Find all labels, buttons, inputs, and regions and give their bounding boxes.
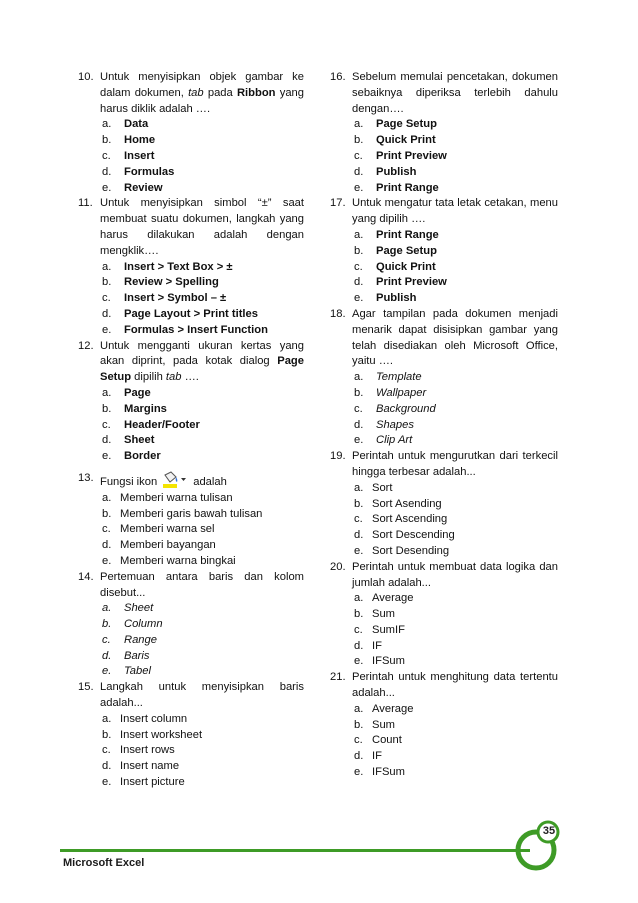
option-letter: a.	[102, 602, 112, 615]
option-item	[100, 307, 304, 323]
option-item	[100, 775, 304, 791]
option-item	[100, 291, 304, 307]
option-item	[352, 497, 558, 513]
option-letter: c.	[354, 149, 363, 162]
option-item	[352, 528, 558, 544]
option-letter: e.	[102, 323, 112, 336]
option-item	[352, 512, 558, 528]
question-11	[78, 196, 304, 338]
option-text: IFSum	[372, 766, 405, 779]
option-list	[100, 491, 304, 570]
option-item	[352, 733, 558, 749]
option-letter: c.	[354, 734, 363, 747]
option-item	[352, 607, 558, 623]
option-letter: d.	[102, 307, 112, 320]
question-stem	[100, 70, 304, 117]
stem-text: Untuk menyisipkan objek gambar ke dalam dokumen,	[100, 71, 304, 99]
option-text: Quick Print	[376, 260, 436, 273]
option-letter: d.	[354, 418, 364, 431]
option-item	[352, 639, 558, 655]
option-text: SumIF	[372, 623, 405, 636]
option-item	[100, 323, 304, 339]
option-item	[100, 649, 304, 665]
option-letter: c.	[354, 513, 363, 526]
option-list	[100, 386, 304, 465]
option-text: Home	[124, 134, 156, 147]
option-item	[100, 491, 304, 507]
option-letter: a.	[354, 592, 364, 605]
option-item	[352, 260, 558, 276]
option-letter: b.	[102, 507, 112, 520]
question-10	[78, 70, 304, 196]
option-letter: c.	[102, 523, 111, 536]
option-item	[100, 117, 304, 133]
option-item	[352, 165, 558, 181]
option-item	[352, 149, 558, 165]
option-text: Insert name	[120, 760, 180, 773]
option-item	[100, 633, 304, 649]
option-text: Baris	[124, 649, 150, 662]
stem-text: dipilih	[131, 371, 166, 384]
option-letter: e.	[102, 665, 112, 678]
footer-label: Microsoft Excel	[63, 857, 145, 869]
question-stem: Perintah untuk membuat data logika dan jumlah adalah...	[352, 560, 558, 589]
option-text: Formulas	[124, 165, 175, 178]
question-21	[330, 670, 558, 781]
question-number: 11.	[78, 197, 93, 210]
option-list	[352, 117, 558, 196]
option-letter: e.	[102, 554, 112, 567]
option-item	[352, 591, 558, 607]
option-letter: d.	[354, 276, 364, 289]
option-item	[352, 749, 558, 765]
question-number: 12.	[78, 339, 94, 352]
page-number: 35	[542, 825, 556, 837]
option-item	[100, 712, 304, 728]
stem-text: pada	[203, 86, 237, 99]
question-13	[78, 471, 304, 570]
option-letter: e.	[354, 434, 364, 447]
question-stem: Perintah untuk mengurutkan dari terkecil hingga terbesar adalah...	[352, 450, 558, 478]
option-item	[100, 449, 304, 465]
option-list	[352, 591, 558, 670]
option-letter: d.	[102, 649, 112, 662]
option-letter: b.	[354, 608, 364, 621]
option-text: Publish	[376, 165, 417, 178]
option-text: Insert	[124, 149, 155, 162]
question-stem: Perintah untuk menghitung data tertentu adalah...	[352, 671, 558, 700]
option-letter: c.	[102, 744, 111, 757]
option-text: Insert > Symbol – ±	[124, 292, 227, 305]
option-list	[352, 228, 558, 307]
option-item	[100, 664, 304, 680]
option-letter: d.	[102, 434, 112, 447]
option-item	[352, 702, 558, 718]
question-number: 16.	[330, 71, 346, 83]
option-letter: d.	[102, 539, 112, 552]
option-letter: b.	[102, 728, 112, 741]
question-12	[78, 339, 304, 465]
question-stem: Untuk mengatur tata letak cetakan, menu yang dipilih ….	[352, 197, 558, 226]
option-letter: c.	[354, 260, 363, 273]
option-list	[100, 601, 304, 680]
option-list	[100, 260, 304, 339]
option-letter: d.	[354, 639, 364, 652]
right-column	[330, 70, 558, 781]
option-text: Insert worksheet	[120, 728, 203, 741]
stem-text: yang harus diklik adalah ….	[100, 86, 304, 115]
option-text: Sheet	[124, 434, 155, 447]
question-stem: Untuk menyisipkan simbol “±” saat membuat suatu dokumen, langkah yang harus dilakukan adalah dengan mengklik….	[100, 197, 304, 257]
option-letter: a.	[102, 260, 112, 273]
option-text: Print Range	[376, 228, 439, 241]
option-text: Memberi bayangan	[120, 539, 216, 552]
option-item	[100, 402, 304, 418]
option-text: Print Range	[376, 181, 439, 194]
option-item	[100, 386, 304, 402]
option-list	[352, 702, 558, 781]
option-text: Average	[372, 702, 414, 715]
footer-rule	[60, 849, 530, 852]
option-letter: a.	[102, 386, 112, 399]
option-letter: e.	[354, 292, 364, 305]
question-17	[330, 196, 558, 307]
option-text: Review	[124, 181, 163, 194]
option-text: Data	[124, 118, 149, 131]
question-number: 15.	[78, 681, 94, 694]
option-text: Shapes	[376, 418, 414, 431]
option-text: IF	[372, 750, 382, 763]
option-item	[100, 149, 304, 165]
option-text: Review > Spelling	[124, 276, 219, 289]
option-list	[352, 481, 558, 560]
option-letter: a.	[354, 228, 364, 241]
option-text: Page Setup	[376, 244, 437, 257]
option-item	[100, 759, 304, 775]
question-number: 20.	[330, 560, 346, 573]
question-number: 13.	[78, 471, 94, 484]
question-stem: Agar tampilan pada dokumen menjadi menarik dapat disisipkan gambar yang telah disediakan oleh Microsoft Office, yaitu ….	[352, 307, 558, 368]
question-number: 10.	[78, 71, 94, 83]
option-letter: e.	[354, 766, 364, 779]
fill-color-icon	[161, 471, 187, 489]
question-stem: Langkah untuk menyisipkan baris adalah...	[100, 681, 304, 710]
question-stem: Pertemuan antara baris dan kolom disebut...	[100, 570, 304, 599]
option-item	[100, 165, 304, 181]
option-letter: a.	[354, 481, 364, 494]
option-item	[352, 623, 558, 639]
option-letter: a.	[102, 118, 112, 131]
option-text: Tabel	[124, 665, 151, 678]
option-text: Count	[372, 734, 402, 747]
option-text: Insert picture	[120, 776, 185, 789]
option-letter: b.	[354, 134, 364, 147]
question-20	[330, 560, 558, 671]
option-letter: a.	[102, 491, 112, 504]
option-item	[100, 418, 304, 434]
option-item	[352, 544, 558, 560]
option-list	[100, 712, 304, 791]
option-letter: d.	[102, 165, 112, 178]
option-text: Sort Descending	[372, 529, 455, 542]
question-19	[330, 449, 558, 560]
option-item	[352, 386, 558, 402]
stem-text: Untuk mengganti ukuran kertas yang akan diprint, pada kotak dialog	[100, 339, 304, 368]
option-item	[352, 275, 558, 291]
option-letter: e.	[354, 655, 364, 668]
option-letter: c.	[102, 633, 111, 646]
option-letter: c.	[354, 402, 363, 415]
question-14	[78, 570, 304, 681]
option-text: Sheet	[124, 602, 154, 615]
option-item	[352, 402, 558, 418]
option-text: Sort	[372, 481, 393, 494]
option-letter: d.	[102, 760, 112, 773]
option-text: Insert > Text Box > ±	[124, 260, 233, 273]
option-text: Page Layout > Print titles	[124, 307, 258, 320]
option-letter: a.	[354, 702, 364, 715]
question-number: 14.	[78, 570, 94, 583]
option-item	[100, 743, 304, 759]
option-text: Quick Print	[376, 134, 436, 147]
option-list	[352, 370, 558, 449]
stem-text: Fungsi ikon	[100, 475, 158, 488]
option-text: Memberi warna bingkai	[120, 554, 236, 567]
option-text: IFSum	[372, 655, 405, 668]
option-letter: a.	[354, 371, 364, 384]
stem-bold: Page Setup	[100, 355, 304, 384]
option-letter: e.	[354, 181, 364, 194]
option-item	[100, 728, 304, 744]
option-text: Column	[124, 618, 163, 631]
option-text: Memberi warna tulisan	[120, 491, 233, 504]
question-number: 17.	[330, 197, 346, 210]
option-text: Memberi warna sel	[120, 523, 215, 536]
option-letter: e.	[354, 544, 364, 557]
option-letter: e.	[102, 776, 112, 789]
option-letter: c.	[354, 623, 363, 636]
option-item	[352, 765, 558, 781]
option-text: Template	[376, 371, 422, 384]
option-item	[352, 117, 558, 133]
option-item	[100, 538, 304, 554]
option-letter: a.	[102, 712, 112, 725]
option-text: Border	[124, 450, 161, 463]
option-text: Margins	[124, 402, 167, 415]
option-text: Sum	[372, 608, 396, 621]
option-text: IF	[372, 639, 382, 652]
option-text: Print Preview	[376, 149, 447, 162]
stem-text: adalah	[193, 475, 227, 488]
option-letter: b.	[102, 618, 112, 631]
option-item	[352, 228, 558, 244]
option-letter: b.	[354, 718, 364, 731]
option-letter: b.	[354, 386, 364, 399]
stem-italic: tab	[165, 371, 182, 384]
option-letter: c.	[102, 149, 111, 162]
question-stem	[100, 339, 304, 386]
option-item	[352, 291, 558, 307]
option-letter: d.	[354, 529, 364, 542]
option-text: Insert column	[120, 712, 188, 725]
option-text: Sum	[372, 718, 396, 731]
option-item	[100, 181, 304, 197]
option-text: Memberi garis bawah tulisan	[120, 507, 263, 520]
stem-text: ….	[181, 371, 199, 384]
option-letter: a.	[354, 118, 364, 131]
left-column	[78, 70, 304, 791]
question-16	[330, 70, 558, 196]
option-text: Sort Asending	[372, 497, 442, 510]
option-letter: b.	[354, 497, 364, 510]
option-letter: d.	[354, 165, 364, 178]
option-text: Print Preview	[376, 276, 447, 289]
option-list	[100, 117, 304, 196]
option-letter: e.	[102, 450, 112, 463]
question-number: 19.	[330, 450, 346, 463]
option-text: Sort Desending	[372, 544, 450, 557]
option-item	[352, 181, 558, 197]
question-stem: Sebelum memulai pencetakan, dokumen sebaiknya diperiksa terlebih dahulu dengan….	[352, 71, 558, 115]
option-letter: b.	[102, 402, 112, 415]
option-item	[100, 433, 304, 449]
question-number: 18.	[330, 307, 346, 320]
option-letter: b.	[354, 244, 364, 257]
option-text: Sort Ascending	[372, 513, 448, 526]
option-text: Header/Footer	[124, 418, 200, 431]
option-item	[352, 418, 558, 434]
question-number: 21.	[330, 671, 346, 684]
option-item	[100, 554, 304, 570]
option-item	[100, 133, 304, 149]
option-text: Insert rows	[120, 744, 175, 757]
question-15	[78, 680, 304, 791]
stem-italic: tab	[188, 86, 204, 99]
option-item	[100, 260, 304, 276]
stem-bold: Ribbon	[236, 86, 276, 99]
option-text: Range	[124, 633, 157, 646]
option-item	[100, 507, 304, 523]
option-item	[352, 654, 558, 670]
option-letter: b.	[102, 134, 112, 147]
option-item	[352, 244, 558, 260]
option-letter: c.	[102, 292, 111, 305]
option-item	[100, 617, 304, 633]
option-letter: e.	[102, 181, 112, 194]
option-item	[352, 718, 558, 734]
option-text: Publish	[376, 292, 417, 305]
option-letter: d.	[354, 750, 364, 763]
option-item	[352, 481, 558, 497]
option-text: Page	[124, 386, 151, 399]
option-item	[352, 370, 558, 386]
option-text: Wallpaper	[376, 386, 427, 399]
question-18	[330, 307, 558, 449]
option-letter: b.	[102, 276, 112, 289]
option-text: Average	[372, 592, 414, 605]
option-letter: c.	[102, 418, 111, 431]
option-text: Background	[376, 402, 436, 415]
option-item	[100, 601, 304, 617]
option-text: Clip Art	[376, 434, 413, 447]
option-item	[100, 275, 304, 291]
option-item	[352, 133, 558, 149]
option-text: Formulas > Insert Function	[124, 323, 268, 336]
question-stem	[100, 471, 304, 491]
option-item	[100, 522, 304, 538]
option-text: Page Setup	[376, 118, 437, 131]
option-item	[352, 433, 558, 449]
